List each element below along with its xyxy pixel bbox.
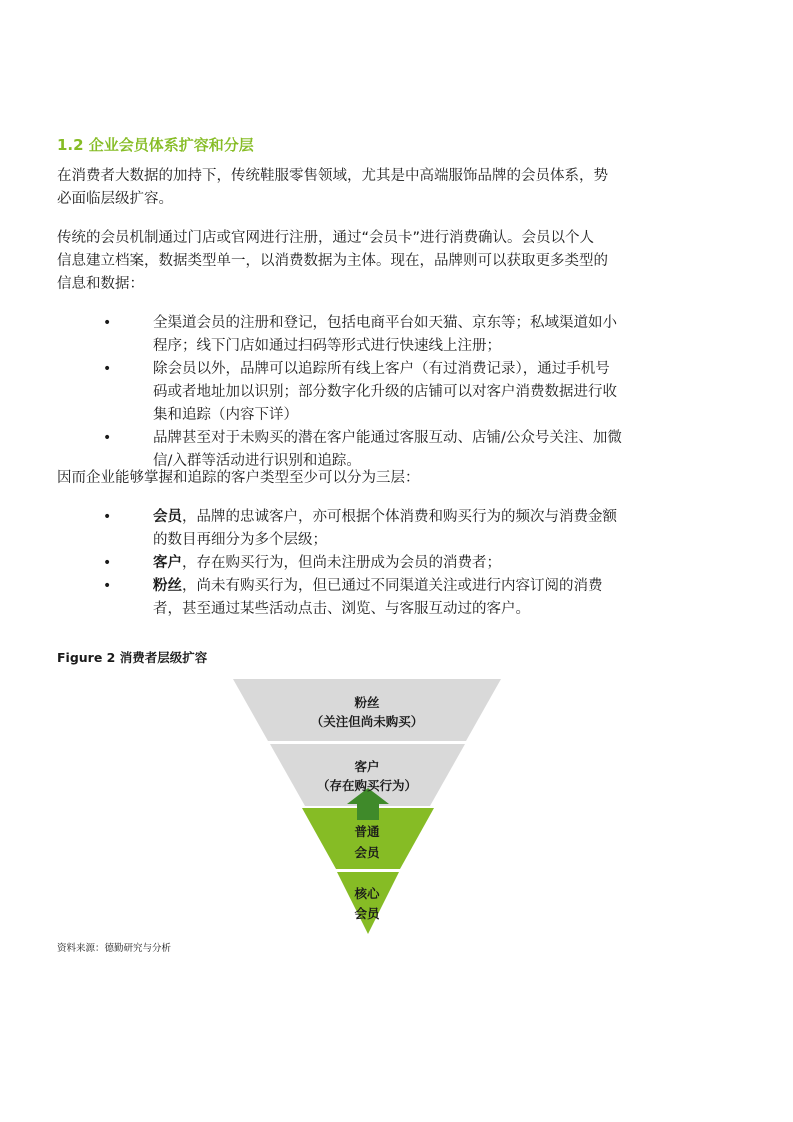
bullet-glyph: • bbox=[103, 430, 112, 446]
tier-fans-label: 粉丝 bbox=[354, 695, 380, 710]
bullet-glyph: • bbox=[103, 361, 112, 377]
paragraph-line: 信息和数据： bbox=[57, 276, 144, 292]
list-item-line: 全渠道会员的注册和登记，包括电商平台如天猫、京东等；私域渠道如小 bbox=[153, 315, 617, 331]
tier-core-members-label: 核心 bbox=[354, 886, 380, 901]
term-fan: 粉丝 bbox=[153, 578, 182, 594]
list-item-line: ，存在购买行为，但尚未注册成为会员的消费者； bbox=[182, 555, 501, 571]
bullet-glyph: • bbox=[103, 578, 112, 594]
list-item-line: 者，甚至通过某些活动点击、浏览、与客服互动过的客户。 bbox=[153, 601, 530, 617]
paragraph-tiers: 因而企业能够掌握和追踪的客户类型至少可以分为三层： bbox=[57, 470, 420, 486]
bullet-glyph: • bbox=[103, 555, 112, 571]
term-customer: 客户 bbox=[153, 555, 182, 571]
tier-regular-members-label: 普通 bbox=[354, 824, 380, 839]
list-item-line: 码或者地址加以识别；部分数字化升级的店铺可以对客户消费数据进行收 bbox=[153, 384, 617, 400]
figure-title: Figure 2 消费者层级扩容 bbox=[57, 650, 208, 665]
paragraph-line: 信息建立档案，数据类型单一，以消费数据为主体。现在，品牌则可以获取更多类型的 bbox=[57, 253, 608, 269]
section-title: 1.2 企业会员体系扩容和分层 bbox=[57, 136, 254, 154]
list-item-line: 程序；线下门店如通过扫码等形式进行快速线上注册； bbox=[153, 338, 501, 354]
term-member: 会员 bbox=[153, 509, 182, 525]
list-item-line: 除会员以外，品牌可以追踪所有线上客户（有过消费记录），通过手机号 bbox=[153, 361, 610, 377]
tier-customers-label: 客户 bbox=[354, 759, 380, 774]
tier-fans-shape bbox=[233, 679, 501, 741]
tier-fans-sublabel: （关注但尚未购买） bbox=[310, 714, 424, 729]
tier-regular-members-sublabel: 会员 bbox=[354, 845, 380, 860]
tier-core-members-sublabel: 会员 bbox=[354, 906, 380, 921]
paragraph-line: 传统的会员机制通过门店或官网进行注册，通过“会员卡”进行消费确认。会员以个人 bbox=[57, 230, 595, 246]
bullet-glyph: • bbox=[103, 315, 112, 331]
figure-source: 资料来源：德勤研究与分析 bbox=[57, 943, 172, 954]
tier-customers-sublabel: （存在购买行为） bbox=[316, 778, 418, 793]
list-item-line: 品牌甚至对于未购买的潜在客户能通过客服互动、店铺/公众号关注、加微 bbox=[153, 430, 622, 446]
paragraph-line: 必面临层级扩容。 bbox=[57, 191, 173, 207]
list-item-line: 集和追踪（内容下详） bbox=[153, 407, 298, 423]
list-item-line: 的数目再细分为多个层级； bbox=[153, 532, 327, 548]
list-item-line: ，品牌的忠诚客户，亦可根据个体消费和购买行为的频次与消费金额 bbox=[182, 509, 617, 525]
bullet-glyph: • bbox=[103, 509, 112, 525]
tier-core-members-shape bbox=[337, 872, 399, 934]
paragraph-line: 在消费者大数据的加持下，传统鞋服零售领域，尤其是中高端服饰品牌的会员体系，势 bbox=[57, 168, 608, 184]
list-item-line: ，尚未有购买行为，但已通过不同渠道关注或进行内容订阅的消费 bbox=[182, 578, 603, 594]
list-item-line: 信/入群等活动进行识别和追踪。 bbox=[153, 453, 361, 469]
